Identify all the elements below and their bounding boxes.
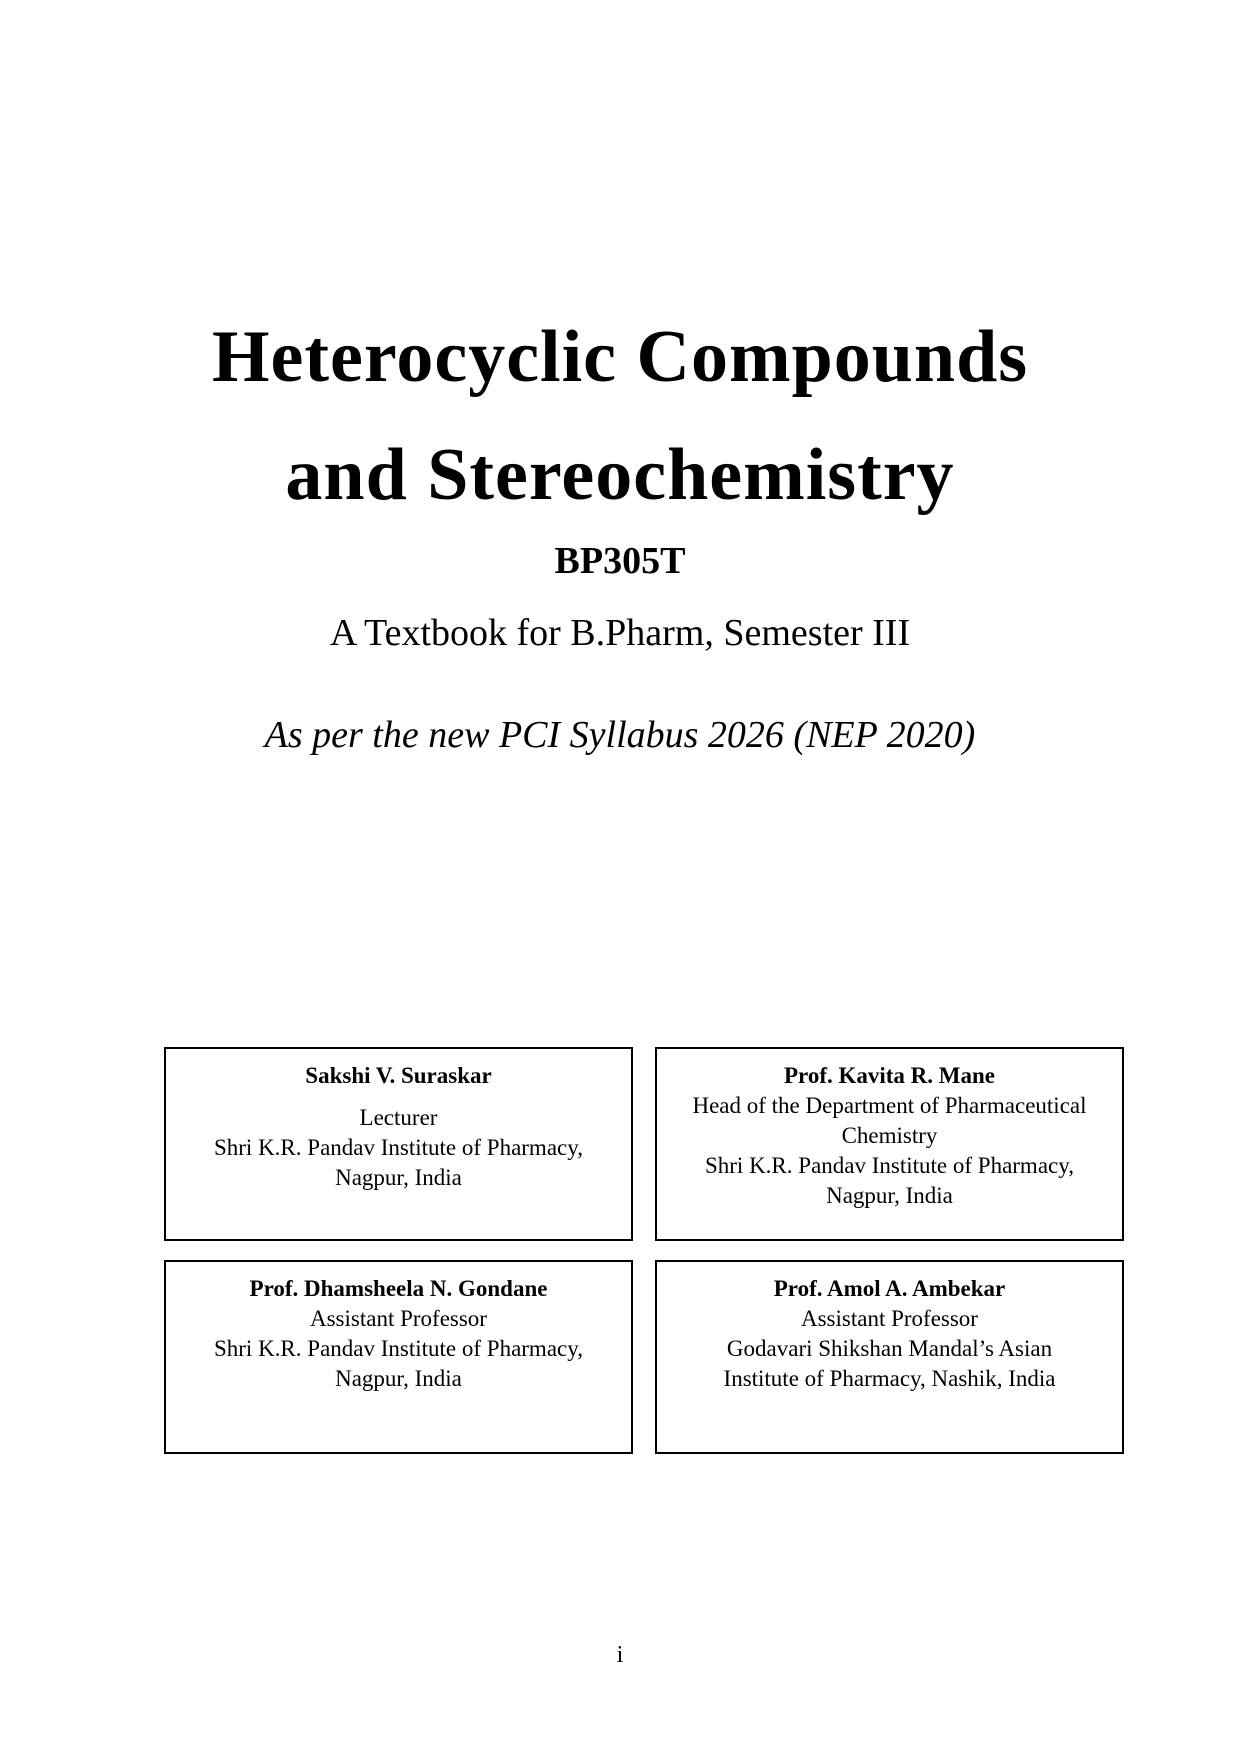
- author-box: [164, 1260, 633, 1454]
- author-affiliation: Shri K.R. Pandav Institute of Pharmacy,: [704, 1153, 1074, 1178]
- author-designation: Lecturer: [359, 1105, 438, 1130]
- author-affiliation: Shri K.R. Pandav Institute of Pharmacy,: [213, 1336, 583, 1361]
- syllabus-note: As per the new PCI Syllabus 2026 (NEP 2020): [264, 714, 976, 756]
- author-name: Prof. Amol A. Ambekar: [773, 1276, 1006, 1301]
- page-number: i: [616, 1642, 624, 1668]
- author-designation: Head of the Department of Pharmaceutical: [692, 1093, 1087, 1118]
- author-affiliation-continued: Institute of Pharmacy, Nashik, India: [723, 1366, 1056, 1391]
- author-location: Nagpur, India: [335, 1366, 462, 1391]
- author-location: Nagpur, India: [335, 1165, 462, 1190]
- author-name: Prof. Kavita R. Mane: [783, 1063, 995, 1088]
- author-name: Sakshi V. Suraskar: [305, 1063, 492, 1088]
- book-title: [0, 298, 1240, 534]
- author-affiliation: Godavari Shikshan Mandal’s Asian: [726, 1336, 1053, 1361]
- author-location: Nagpur, India: [826, 1183, 953, 1208]
- author-box: [655, 1260, 1124, 1454]
- author-designation-continued: Chemistry: [841, 1123, 938, 1148]
- author-name: Prof. Dhamsheela N. Gondane: [249, 1276, 548, 1301]
- author-affiliation: Shri K.R. Pandav Institute of Pharmacy,: [213, 1135, 583, 1160]
- author-box: [164, 1047, 633, 1241]
- course-code: BP305T: [554, 540, 686, 582]
- author-designation: Assistant Professor: [801, 1306, 978, 1331]
- book-title-line-1: Heterocyclic Compounds: [211, 316, 1029, 398]
- author-box: [655, 1047, 1124, 1241]
- book-title-line-2: and Stereochemistry: [285, 434, 955, 516]
- author-designation: Assistant Professor: [310, 1306, 487, 1331]
- book-subtitle: A Textbook for B.Pharm, Semester III: [329, 612, 911, 654]
